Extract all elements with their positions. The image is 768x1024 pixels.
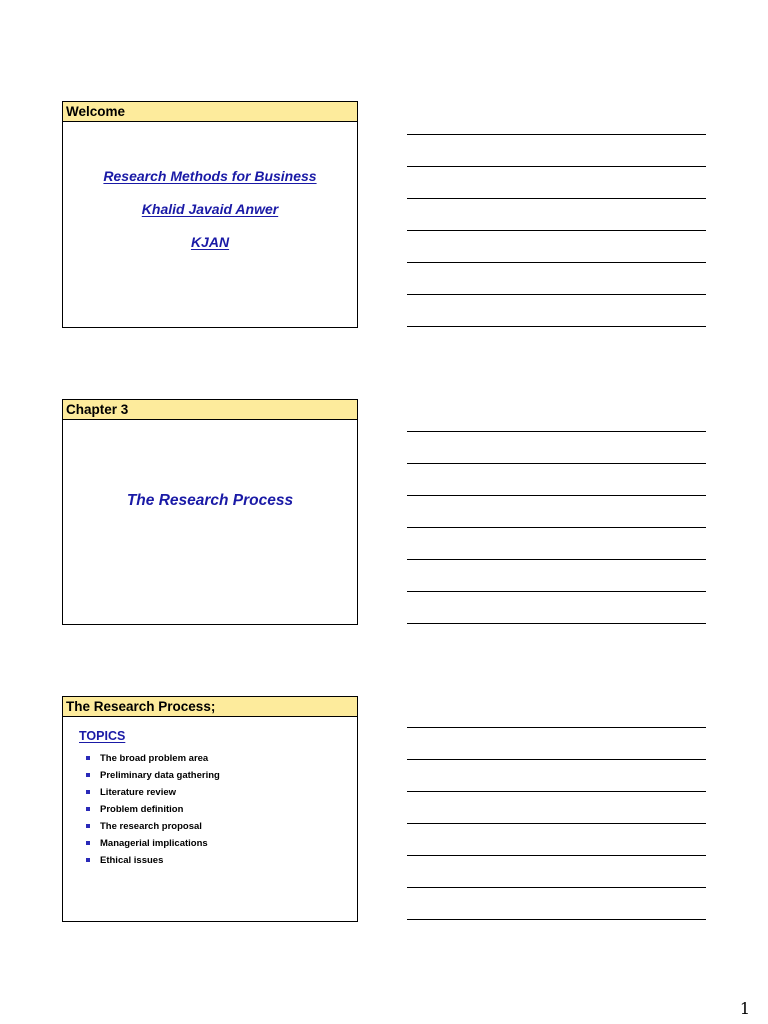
note-line bbox=[407, 887, 706, 888]
note-line bbox=[407, 919, 706, 920]
bullet-icon bbox=[86, 756, 90, 760]
list-item bbox=[83, 854, 357, 871]
slide-welcome bbox=[62, 101, 358, 328]
page-number: 1 bbox=[739, 999, 750, 1018]
note-line bbox=[407, 727, 706, 728]
slide-research-process bbox=[62, 696, 358, 922]
note-line bbox=[407, 527, 706, 528]
chapter-heading: The Research Process bbox=[126, 492, 294, 509]
topic-label: Preliminary data gathering bbox=[100, 770, 220, 781]
note-line bbox=[407, 134, 706, 135]
note-line bbox=[407, 559, 706, 560]
topic-label: Ethical issues bbox=[100, 855, 164, 866]
topic-label: The research proposal bbox=[100, 821, 202, 832]
topic-label: Managerial implications bbox=[100, 838, 208, 849]
note-line bbox=[407, 326, 706, 327]
note-line bbox=[407, 855, 706, 856]
author-name-link[interactable]: Khalid Javaid Anwer bbox=[141, 201, 279, 217]
note-line bbox=[407, 262, 706, 263]
topic-label: Literature review bbox=[100, 787, 177, 798]
bullet-icon bbox=[86, 858, 90, 862]
note-line bbox=[407, 791, 706, 792]
bullet-icon bbox=[86, 841, 90, 845]
list-item bbox=[83, 752, 357, 769]
list-item bbox=[83, 837, 357, 854]
note-line bbox=[407, 198, 706, 199]
note-line bbox=[407, 759, 706, 760]
note-line bbox=[407, 463, 706, 464]
bullet-icon bbox=[86, 824, 90, 828]
slide-title: Chapter 3 bbox=[63, 400, 357, 420]
topics-list bbox=[83, 752, 357, 871]
slide-title: Welcome bbox=[63, 102, 357, 122]
note-line bbox=[407, 495, 706, 496]
note-line bbox=[407, 623, 706, 624]
slide-body bbox=[63, 168, 357, 250]
note-line bbox=[407, 230, 706, 231]
topics-heading: TOPICS bbox=[79, 729, 126, 743]
list-item bbox=[83, 820, 357, 837]
list-item bbox=[83, 803, 357, 820]
note-line bbox=[407, 166, 706, 167]
bullet-icon bbox=[86, 790, 90, 794]
slide-chapter bbox=[62, 399, 358, 625]
topic-label: The broad problem area bbox=[100, 753, 209, 764]
note-line bbox=[407, 431, 706, 432]
course-title-link[interactable]: Research Methods for Business bbox=[103, 168, 317, 184]
bullet-icon bbox=[86, 773, 90, 777]
slide-body bbox=[63, 717, 357, 871]
topic-label: Problem definition bbox=[100, 804, 184, 815]
slide-body bbox=[63, 420, 357, 510]
slide-title: The Research Process; bbox=[63, 697, 357, 717]
bullet-icon bbox=[86, 807, 90, 811]
note-line bbox=[407, 823, 706, 824]
list-item bbox=[83, 769, 357, 786]
list-item bbox=[83, 786, 357, 803]
note-line bbox=[407, 294, 706, 295]
author-initials-link[interactable]: KJAN bbox=[190, 234, 230, 250]
note-line bbox=[407, 591, 706, 592]
